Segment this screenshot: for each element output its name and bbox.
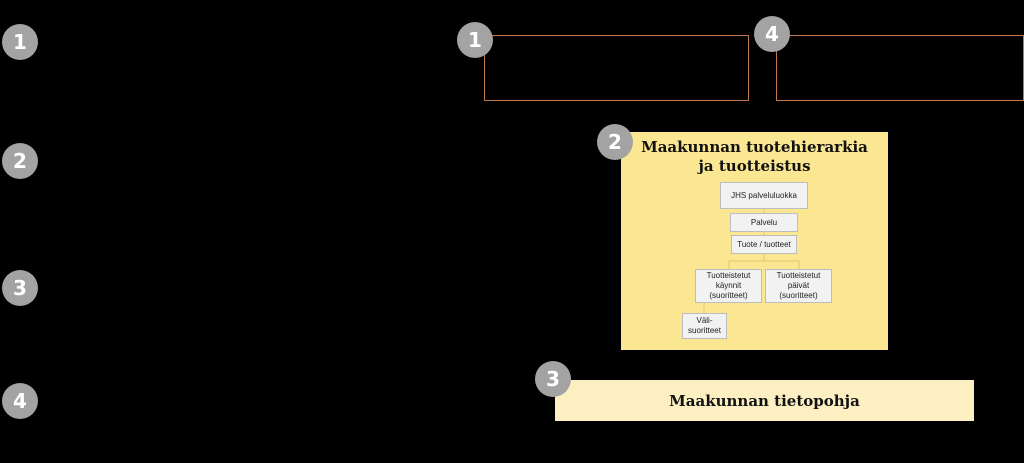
hierarchy-panel <box>621 132 888 350</box>
node-paivat-line1: Tuotteistetut <box>776 271 821 280</box>
node-kaynnit-line1: Tuotteistetut <box>706 271 751 280</box>
outline-box-1-badge: 1 <box>457 22 493 58</box>
outline-box-4 <box>776 35 1024 101</box>
node-kaynnit-line2: käynnit <box>715 281 742 290</box>
left-badge-1: 1 <box>2 24 38 60</box>
hierarchy-panel-title-line1: Maakunnan tuotehierarkia <box>641 138 868 156</box>
node-tuotteistetut-kaynnit <box>695 269 762 303</box>
node-paivat-line3: (suoritteet) <box>779 291 818 300</box>
left-badge-4: 4 <box>2 383 38 419</box>
node-vali-line1: Väli- <box>696 316 713 325</box>
node-tuotteistetut-paivat <box>765 269 832 303</box>
node-vali-line2: suoritteet <box>688 326 721 335</box>
node-paivat-line2: päivät <box>787 281 810 290</box>
hierarchy-panel-title-line2: ja tuotteistus <box>698 157 811 175</box>
outline-box-1 <box>484 35 749 101</box>
base-panel-title: Maakunnan tietopohja <box>669 391 860 410</box>
base-panel-badge: 3 <box>535 361 571 397</box>
outline-box-4-badge: 4 <box>754 16 790 52</box>
node-kaynnit-line3: (suoritteet) <box>709 291 748 300</box>
node-tuote: Tuote / tuotteet <box>731 235 797 254</box>
hierarchy-panel-badge: 2 <box>597 124 633 160</box>
base-panel <box>555 380 974 421</box>
left-badge-3: 3 <box>2 270 38 306</box>
node-jhs-palveluluokka: JHS palveluluokka <box>720 182 808 209</box>
node-palvelu: Palvelu <box>730 213 798 232</box>
node-valisuoritteet <box>682 313 727 339</box>
left-badge-2: 2 <box>2 143 38 179</box>
